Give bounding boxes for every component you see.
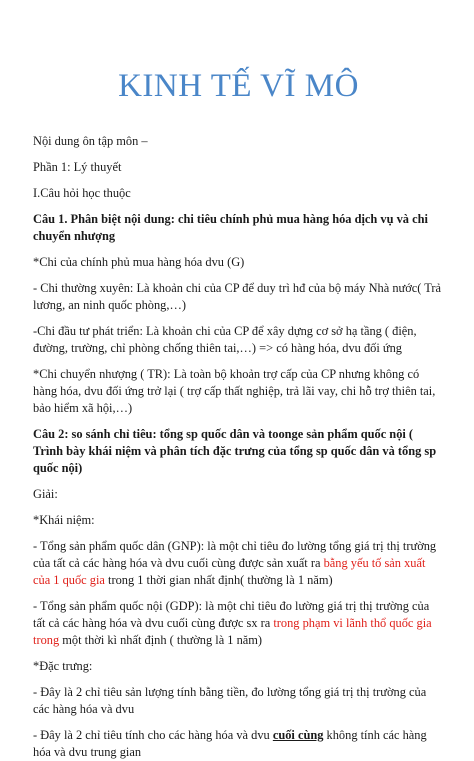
document-body — [33, 133, 444, 761]
question-1: Câu 1. Phân biệt nội dung: chi tiêu chính phủ mua hàng hóa dịch vụ và chi chuyển nhượng — [33, 212, 428, 243]
q1-bullet-2: -Chi đầu tư phát triển: Là khoản chi của CP để xây dựng cơ sở hạ tầng ( điện, đường, trường, chỉ phòng chống thiên tai,…) => có hàng hóa, dvu đối ứng — [33, 324, 417, 355]
characteristic-2 — [33, 727, 444, 761]
section-heading: I.Câu hỏi học thuộc — [33, 186, 131, 200]
gdp-definition — [33, 598, 444, 649]
q1-definition: *Chi của chính phủ mua hàng hóa dvu (G) — [33, 255, 245, 269]
gnp-text-a: - Tổng sản phẩm quốc dân (GNP): là một chỉ tiêu đo lường tổng giá trị thị trường của tất cả các hàng hóa và dvu cuối cùng được sản xuất ra — [33, 539, 437, 570]
question-2: Câu 2: so sánh chỉ tiêu: tổng sp quốc dân và toonge sản phẩm quốc nội ( Trình bày khái niệm và phân tích đặc trưng của tổng sp quốc dân và tổng sp quốc nội) — [33, 427, 437, 475]
document-title: KINH TẾ VĨ MÔ — [118, 68, 359, 104]
gnp-definition — [33, 538, 444, 589]
char2-underlined: cuối cùng — [272, 728, 324, 742]
characteristics-heading: *Đặc trưng: — [33, 659, 93, 673]
answer-label: Giải: — [33, 487, 58, 501]
gnp-highlight: bằng yếu tố sản xuất của 1 quốc gia — [33, 556, 426, 587]
gnp-text-b: trong 1 thời gian nhất định( thường là 1 năm) — [104, 573, 333, 587]
q1-bullet-1: - Chi thường xuyên: Là khoản chi của CP để duy trì hđ của bộ máy Nhà nước( Trả lương, an ninh quốc phòng,…) — [33, 281, 442, 312]
q1-bullet-3: *Chi chuyển nhượng ( TR): Là toàn bộ khoản trợ cấp của CP nhưng không có hàng hóa, dvu đối ứng trở lại ( trợ cấp thất nghiệp, trả lãi vay, chi hỗ trợ thiên tai, bảo hiểm xã hội,…) — [33, 367, 436, 415]
intro-line: Nội dung ôn tập môn – — [33, 134, 148, 148]
char2-text-b: không tính các hàng hóa và dvu trung gian — [33, 728, 427, 759]
gdp-highlight: trong phạm vi lãnh thổ quốc gia trong — [33, 616, 432, 647]
char2-text-a: - Đây là 2 chỉ tiêu tính cho các hàng hóa và dvu — [33, 728, 273, 742]
gdp-text-a: - Tổng sản phẩm quốc nội (GDP): là một chỉ tiêu đo lường giá trị thị trường của tất cả các hàng hóa và dvu cuối cùng được sx ra — [33, 599, 430, 630]
gdp-text-b: một thời kì nhất định ( thường là 1 năm) — [59, 633, 263, 647]
characteristic-1: - Đây là 2 chỉ tiêu sản lượng tính bằng tiền, đo lường tổng giá trị thị trường của các hàng hóa và dvu — [33, 685, 427, 716]
part-heading: Phần 1: Lý thuyết — [33, 160, 122, 174]
concept-heading: *Khái niệm: — [33, 513, 95, 527]
